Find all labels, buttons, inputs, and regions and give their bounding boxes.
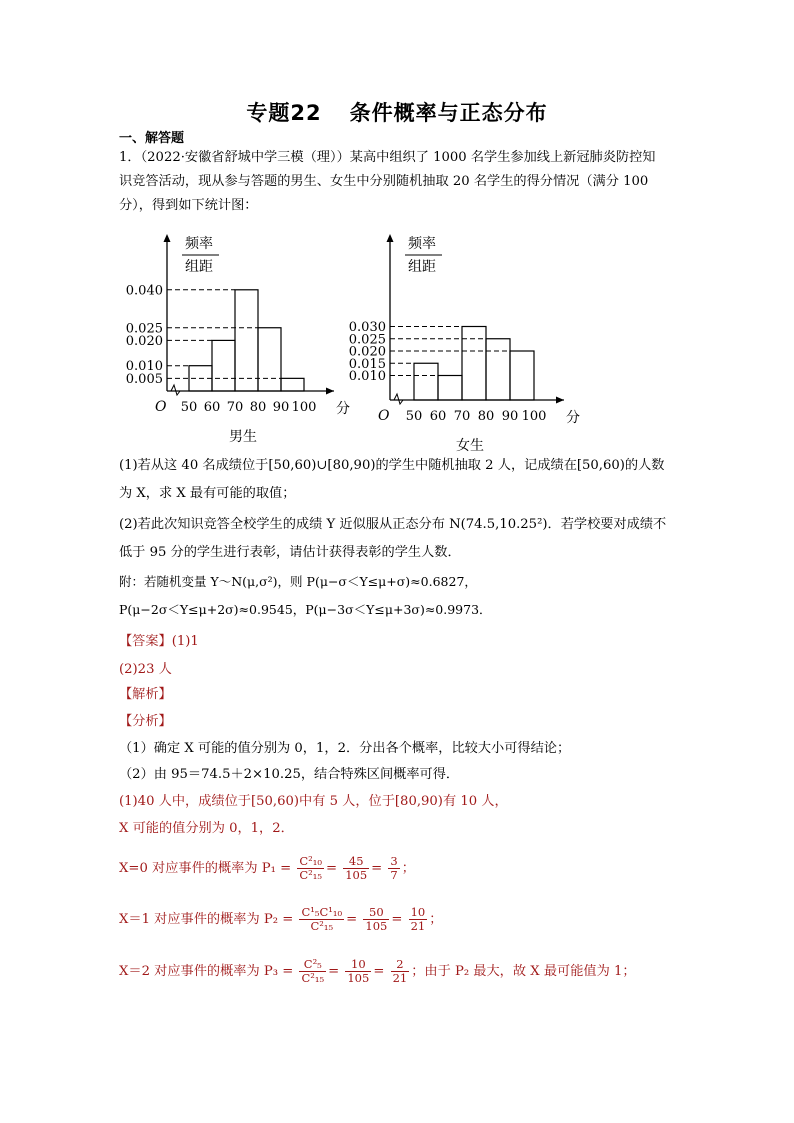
x-tick-label: 100 [521, 409, 547, 424]
origin-label: O [155, 399, 167, 415]
frac-den: 7 [390, 868, 398, 882]
fenxi-label: 【分析】 [119, 714, 172, 729]
analysis-label: 【解析】 [119, 687, 172, 702]
y-tick-label: 0.025 [125, 321, 163, 337]
frac-den: 21 [410, 919, 426, 933]
x-tick-label: 90 [272, 400, 290, 415]
part-2 [119, 513, 666, 565]
y-tick-label: 0.020 [125, 333, 163, 349]
frac-num: 10 [410, 905, 426, 919]
title-sub: 条件概率与正态分布 [349, 101, 548, 125]
x-tick-label: 70 [226, 400, 244, 415]
prob-x2: X＝2 对应事件的概率为 P₃ = $\frac{\text{C²₅}}{\text{C²₁₅}}$ = $\frac{10}{105}$ = $\frac{2}{21}$ ；由于 P₂ 最大，故 X 最可能值为 1； [119, 957, 636, 985]
y-axis-arrow [387, 234, 394, 242]
y-label-bottom: 组距 [185, 259, 213, 275]
fenxi-1: （1）确定 X 可能的值分别为 0，1，2．分出各个概率，比较大小可得结论； [119, 741, 571, 756]
y-tick-label: 0.020 [348, 344, 386, 360]
question-line: 1．（2022·安徽省舒城中学三模（理））某高中组织了 1000 名学生参加线上新冠肺炎防控知 [119, 150, 656, 165]
frac-num: C²₁₀ [299, 854, 322, 868]
x-axis-arrow [326, 388, 334, 395]
prob-x1-end: ； [429, 912, 443, 927]
histogram-bar [486, 339, 510, 400]
histogram-bar [438, 376, 462, 401]
frac-den: 105 [347, 971, 370, 985]
histogram-bar [212, 340, 235, 391]
part-1-line: (1)若从这 40 名成绩位于[50,60)∪[80,90)的学生中随机抽取 2 人，记成绩在[50,60)的人数 [119, 458, 665, 473]
answer-line [119, 632, 199, 652]
fenxi-2: （2）由 95＝74.5＋2×10.25，结合特殊区间概率可得． [119, 767, 460, 782]
frac-num: 50 [363, 906, 389, 920]
x-tick-label: 50 [180, 400, 198, 415]
frac-den: C²₁₅ [299, 868, 322, 882]
x-tick-label: 100 [291, 400, 317, 415]
frac-num: 10 [345, 958, 371, 972]
solution-line-1: (1)40 人中，成绩位于[50,60)中有 5 人，位于[80,90)有 10 人， [119, 794, 508, 809]
x-tick-label: 70 [453, 409, 471, 424]
y-label-top: 频率 [185, 236, 213, 252]
histogram-bar [462, 327, 486, 401]
frac-den: 105 [365, 919, 388, 933]
section-heading: 一、解答题 [119, 131, 185, 146]
prob-x0-prefix: X=0 对应事件的概率为 P₁ = [119, 861, 292, 876]
axis-break [171, 385, 180, 395]
y-axis-arrow [164, 234, 171, 242]
x-axis-label: 分 [336, 401, 350, 417]
frac-den: C²₁₅ [301, 971, 325, 985]
chart-caption: 男生 [229, 429, 257, 445]
x-tick-label: 60 [203, 400, 221, 415]
prob-x2-prefix: X＝2 对应事件的概率为 P₃ = [119, 964, 294, 979]
x-tick-label: 50 [405, 409, 423, 424]
frac-num: 3 [390, 854, 398, 868]
frac-num: 2 [391, 958, 410, 972]
histogram-male [115, 228, 355, 443]
y-tick-label: 0.025 [348, 332, 386, 348]
solution-line-2: X 可能的值分别为 0，1，2． [119, 821, 294, 836]
page-title [0, 97, 794, 127]
y-tick-label: 0.010 [348, 369, 386, 384]
origin-label: O [378, 408, 390, 424]
y-label-top: 频率 [408, 236, 436, 252]
prob-x0-end: ； [401, 861, 415, 876]
appendix [119, 572, 492, 620]
prob-x0: X=0 对应事件的概率为 P₁ = $\frac{\text{C²₁₀}}{\text{C²₁₅}}$ = $\frac{45}{105}$ = $\frac{3}{7}$ ； [119, 854, 415, 882]
histogram-bar [235, 290, 258, 391]
title-main: 专题22 [246, 101, 322, 125]
x-axis-arrow [556, 397, 564, 404]
axis-break [394, 394, 403, 404]
part-2-line: (2)若此次知识竞答全校学生的成绩 Y 近似服从正态分布 N(74.5,10.25²)．若学校要对成绩不 [119, 517, 667, 532]
question-line: 识竞答活动，现从参与答题的男生、女生中分别随机抽取 20 名学生的得分情况（满分 100 [119, 174, 649, 189]
x-tick-label: 80 [477, 409, 495, 424]
chart-caption: 女生 [456, 438, 484, 454]
prob-x1: X＝1 对应事件的概率为 P₂ = $\frac{\text{C¹₅C¹₁₀}}{\text{C²₁₅}}$ = $\frac{50}{105}$ = $\frac{10}{21}$ ； [119, 905, 443, 933]
answer-1: (1)1 [171, 634, 199, 649]
appendix-line: P(μ−2σ＜Y≤μ+2σ)≈0.9545，P(μ−3σ＜Y≤μ+3σ)≈0.9973． [119, 602, 492, 617]
frac-den: 105 [345, 868, 368, 882]
answer-2: (2)23 人 [119, 662, 172, 677]
frac-den: C²₁₅ [310, 919, 334, 933]
x-tick-label: 60 [429, 409, 447, 424]
frac-num: C¹₅C¹₁₀ [301, 905, 343, 919]
histogram-female [338, 228, 588, 454]
prob-x1-prefix: X＝1 对应事件的概率为 P₂ = [119, 912, 294, 927]
part-1-line: 为 X，求 X 最有可能的取值； [119, 486, 296, 501]
part-1 [119, 454, 664, 506]
y-tick-label: 0.015 [348, 356, 386, 372]
chart-female [338, 228, 588, 454]
frac-num: 45 [343, 855, 369, 869]
frac-num: C²₅ [299, 958, 326, 972]
chart-male [115, 228, 355, 447]
x-axis-label: 分 [566, 410, 580, 426]
prob-x2-end: ；由于 P₂ 最大，故 X 最可能值为 1； [411, 964, 636, 979]
y-label-bottom: 组距 [408, 259, 436, 275]
x-tick-label: 90 [501, 409, 519, 424]
question-line: 分），得到如下统计图： [119, 198, 258, 213]
frac-den: 21 [392, 971, 408, 985]
appendix-line: 附：若随机变量 Y～N(μ,σ²)，则 P(μ−σ＜Y≤μ+σ)≈0.6827， [119, 574, 477, 589]
y-tick-label: 0.010 [125, 359, 163, 375]
y-tick-label: 0.040 [125, 283, 163, 299]
question-text [119, 146, 679, 218]
histogram-bar [414, 363, 438, 400]
y-tick-label: 0.030 [348, 320, 386, 335]
part-2-line: 低于 95 分的学生进行表彰，请估计获得表彰的学生人数． [119, 545, 461, 560]
histogram-bar [281, 378, 304, 391]
answer-label: 【答案】 [119, 634, 172, 649]
histogram-bar [258, 328, 281, 391]
x-tick-label: 80 [249, 400, 267, 415]
y-tick-label: 0.005 [125, 371, 163, 387]
histogram-bar [510, 351, 534, 400]
